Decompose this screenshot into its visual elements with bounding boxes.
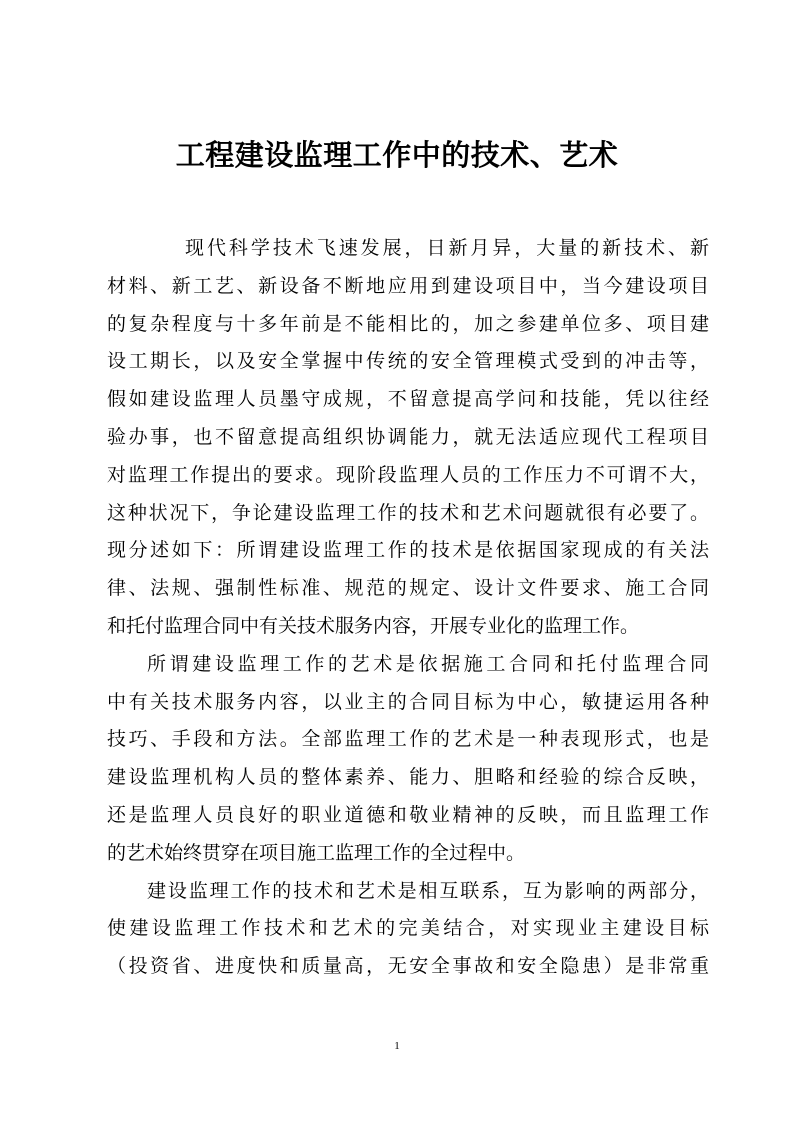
text-line: 技巧、手段和方法。全部监理工作的艺术是一种表现形式，也是 xyxy=(107,728,709,751)
text-line: 设工期长，以及安全掌握中传统的安全管理模式受到的冲击等， xyxy=(107,350,709,373)
text-line: 的复杂程度与十多年前是不能相比的，加之参建单位多、项目建 xyxy=(107,312,709,335)
document-body xyxy=(107,230,709,986)
text-line: 使建设监理工作技术和艺术的完美结合，对实现业主建设目标 xyxy=(107,917,709,940)
text-line: 中有关技术服务内容，以业主的合同目标为中心，敏捷运用各种 xyxy=(107,690,709,713)
text-line: 还是监理人员良好的职业道德和敬业精神的反映，而且监理工作 xyxy=(107,803,709,826)
text-line: 所谓建设监理工作的艺术是依据施工合同和托付监理合同 xyxy=(147,652,709,675)
text-line: 律、法规、强制性标准、规范的规定、设计文件要求、施工合同 xyxy=(107,577,709,600)
text-line: 材料、新工艺、新设备不断地应用到建设项目中，当今建设项目 xyxy=(107,274,709,297)
page-title: 工程建设监理工作中的技术、艺术 xyxy=(175,138,619,172)
text-line: 现代科学技术飞速发展，日新月异，大量的新技术、新 xyxy=(185,237,709,259)
text-line: 建设监理机构人员的整体素养、能力、胆略和经验的综合反映， xyxy=(107,766,709,789)
text-line: 假如建设监理人员墨守成规，不留意提高学问和技能，凭以往经 xyxy=(107,388,709,411)
text-line: 对监理工作提出的要求。现阶段监理人员的工作压力不可谓不大， xyxy=(107,463,709,486)
text-line: （投资省、进度快和质量高，无安全事故和安全隐患）是非常重 xyxy=(107,955,709,978)
text-line: 和托付监理合同中有关技术服务内容，开展专业化的监理工作。 xyxy=(107,614,640,637)
text-line: 建设监理工作的技术和艺术是相互联系，互为影响的两部分， xyxy=(147,879,709,902)
text-line: 的艺术始终贯穿在项目施工监理工作的全过程中。 xyxy=(107,841,526,864)
text-line: 这种状况下，争论建设监理工作的技术和艺术问题就很有必要了。 xyxy=(107,501,709,524)
page-number: 1 xyxy=(394,1040,400,1052)
text-line: 验办事，也不留意提高组织协调能力，就无法适应现代工程项目 xyxy=(107,425,709,448)
text-line: 现分述如下：所谓建设监理工作的技术是依据国家现成的有关法 xyxy=(107,539,709,562)
